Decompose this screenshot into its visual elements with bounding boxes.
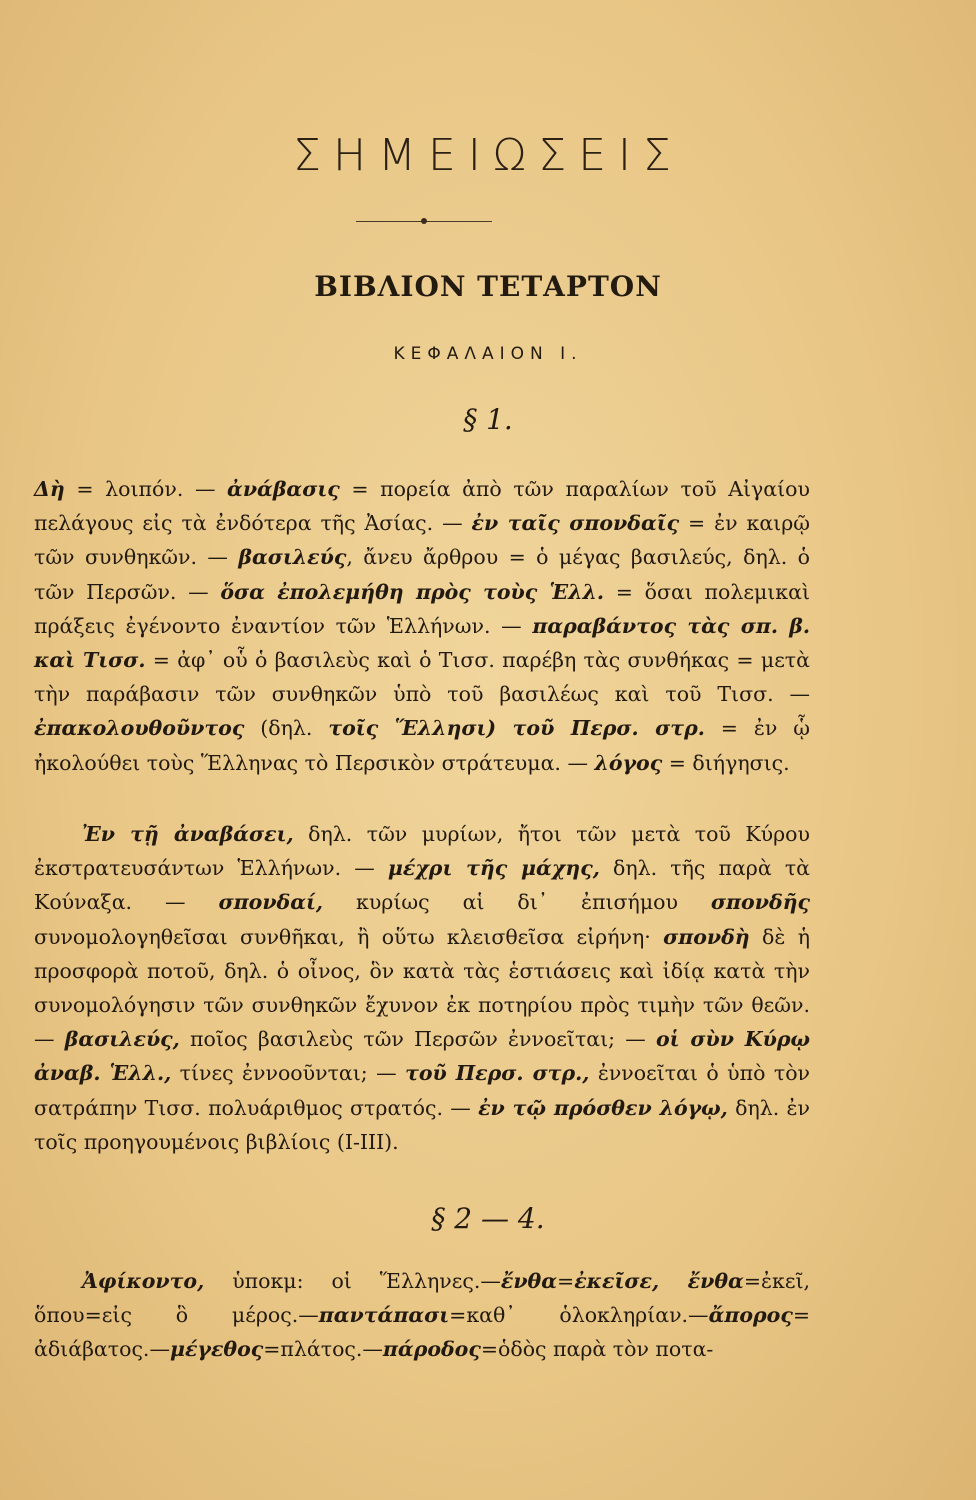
lemma-text: παντάπασι [318,1303,450,1327]
gloss-text: συνομολογηθεῖσαι συνθῆκαι, ἢ οὕτω κλεισθεῖσα εἰρήνη· [34,924,664,949]
gloss-text: δηλ. τῆς παρὰ τὰ Κούναξα. — [34,856,811,915]
gloss-text: τίνες ἐννοοῦνται; — [171,1061,406,1086]
gloss-text: κυρίως αἱ δι᾽ ἐπισήμου [323,890,711,915]
lemma-text: βασιλεύς [238,545,347,570]
gloss-text: = λοιπόν. — [64,477,228,501]
lemma-text: βασιλεύς, [64,1027,180,1052]
page-title: ΣΗΜΕΙΩΣΕΙΣ [293,130,683,181]
lemma-text: Δὴ [34,477,65,501]
lemma-text: ἐν ταῖς σπονδαῖς [471,511,680,536]
gloss-text: =καθ᾽ ὁλοκληρίαν.— [449,1303,709,1327]
gloss-text: ποῖος βασιλεὺς τῶν Περσῶν ἐννοεῖται; — [179,1027,656,1052]
section-heading-1: § 1. [463,403,513,436]
gloss-text: = ἀδιάβατος.— [34,1303,810,1361]
lemma-text: ἐπακολουθοῦντος [34,716,245,741]
lemma-text: ἀνάβασις [227,477,340,501]
gloss-text: = ἐν καιρῷ τῶν συνθηκῶν. — [34,511,810,570]
lemma-text: πάροδος [382,1337,481,1361]
chapter-heading: ΚΕΦΑΛΑΙΟΝ Ι. [393,344,583,364]
gloss-text: =πλάτος.— [263,1337,383,1361]
lemma-text: Ἐν τῇ ἀναβάσει, [82,822,294,846]
gloss-text: = [557,1269,575,1293]
lemma-text: ἐκεῖσε, ἔνθα [574,1269,744,1293]
gloss-text: δηλ. τῶν μυρίων, ἤτοι τῶν μετὰ τοῦ Κύρου ἐκστρατευσάντων Ἑλλήνων. — [34,822,810,881]
gloss-text: = πορεία ἀπὸ τῶν παραλίων τοῦ Αἰγαίου πελάγους εἰς τὰ ἐνδότερα τῆς Ἀσίας. — [34,477,810,536]
paragraph-1 [34,472,810,780]
lemma-text: λόγος [594,750,663,775]
lemma-text: σπονδῆς [710,890,810,915]
lemma-text: τοῦ Περσ. στρ., [405,1061,590,1086]
section-heading-2: § 2 — 4. [431,1202,545,1235]
lemma-text: μέγεθος [169,1337,264,1361]
gloss-text: = ἐν ᾧ ἠκολούθει τοὺς Ἕλληνας τὸ Περσικὸν στράτευμα. — [34,716,811,775]
lemma-text: μέχρι τῆς μάχης, [387,856,600,881]
lemma-text: Ἀφίκοντο, [82,1269,205,1293]
gloss-text: = ὅσαι πολεμικαὶ πράξεις ἐγένοντο ἐναντίον τῶν Ἑλλήνων. — [34,579,810,638]
paragraph-2 [34,817,810,1159]
lemma-text: ἐν τῷ πρόσθεν λόγῳ, [478,1095,728,1120]
lemma-text: ἔνθα [500,1269,557,1293]
lemma-text: παραβάντος τὰς σπ. β. καὶ Τισσ. [34,613,810,673]
gloss-text: =ὁδὸς παρὰ τὸν ποτα- [480,1337,714,1361]
gloss-text: =ἐκεῖ, ὅπου=εἰς ὃ μέρος.— [34,1269,810,1327]
gloss-text: , ἄνευ ἄρθρου = ὁ μέγας βασιλεύς, δηλ. ὁ τῶν Περσῶν. — [34,545,810,604]
book-heading: ΒΙΒΛΙΟΝ ΤΕΤΑΡΤΟΝ [314,270,662,303]
gloss-text: δὲ ἡ προσφορὰ ποτοῦ, δηλ. ὁ οἶνος, ὃν κατὰ τὰς ἑστιάσεις καὶ ἰδίᾳ κατὰ τὴν συνομολόγησιν τῶν συνθηκῶν ἔχυνον ἐκ ποτηρίου πρὸς τιμὴν τῶν θεῶν. — [34,924,810,1052]
lemma-text: σπονδαί, [218,890,324,915]
gloss-text: = ἀφ᾽ οὗ ὁ βασιλεὺς καὶ ὁ Τισσ. παρέβη τὰς συνθήκας = μετὰ τὴν παράβασιν τῶν συνθηκῶν ὑπὸ τοῦ βασιλέως καὶ τοῦ Τισσ. — [34,648,810,707]
lemma-text: οἱ σὺν Κύρῳ ἀναβ. Ἑλλ., [34,1027,810,1086]
gloss-text: ὑποκμ: οἱ Ἕλληνες.— [204,1269,501,1293]
gloss-text: δηλ. ἐν τοῖς προηγουμένοις βιβλίοις (I-III). [34,1095,810,1154]
lemma-text: τοῖς Ἕλλησι) τοῦ Περσ. στρ. [328,716,705,741]
lemma-text: σπονδὴ [663,924,750,949]
paragraph-3 [34,1264,810,1366]
lemma-text: ὅσα ἐπολεμήθη πρὸς τοὺς Ἑλλ. [220,579,605,604]
lemma-text: ἄπορος [708,1303,793,1327]
gloss-text: (δηλ. [244,716,329,741]
ornament-dot [421,218,427,224]
gloss-text: = διήγησις. [662,750,790,775]
gloss-text: ἐννοεῖται ὁ ὑπὸ τὸν σατράπην Τισσ. πολυάριθμος στρατός. — [34,1061,811,1120]
